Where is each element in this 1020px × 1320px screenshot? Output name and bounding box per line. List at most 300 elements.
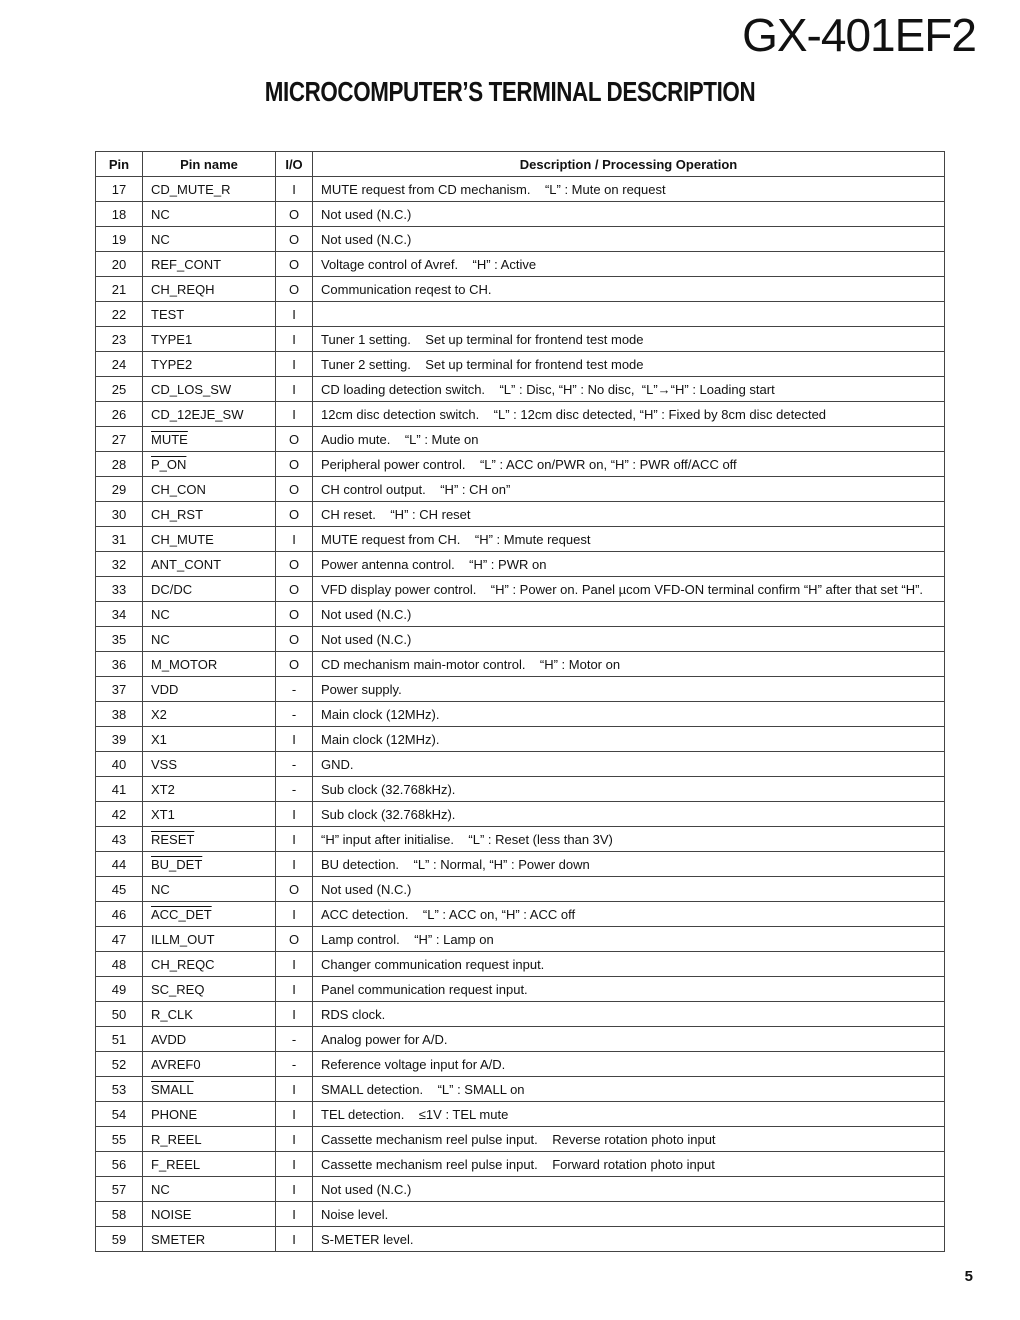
pin-name-cell [143, 627, 276, 652]
pin-name-cell-text: F_REEL [151, 1156, 201, 1172]
io-cell [276, 827, 313, 852]
description-cell-text: VFD display power control. “H” : Power on. Panel µcom VFD-ON terminal confirm “H” after that set “H”. [321, 581, 924, 597]
description-cell-text: BU detection. “L” : Normal, “H” : Power down [321, 856, 590, 872]
pin-name-cell-text: X2 [151, 706, 167, 722]
table-row [96, 1052, 945, 1077]
table-row [96, 652, 945, 677]
pin-name-cell-text: CH_REQH [151, 281, 215, 297]
pin-cell-text: 42 [111, 806, 127, 822]
io-cell-text: - [291, 781, 297, 797]
pin-cell [96, 1052, 143, 1077]
terminal-table [95, 151, 945, 1252]
description-cell [313, 802, 945, 827]
io-cell [276, 202, 313, 227]
pin-name-cell [143, 227, 276, 252]
description-cell [313, 777, 945, 802]
table-row [96, 1152, 945, 1177]
description-cell-text: MUTE request from CH. “H” : Mmute request [321, 531, 591, 547]
description-cell-text: Voltage control of Avref. “H” : Active [321, 256, 537, 272]
table-row [96, 177, 945, 202]
io-cell-text: I [292, 1181, 296, 1197]
table-row [96, 1177, 945, 1202]
pin-cell-text: 48 [111, 956, 127, 972]
io-cell-text: O [288, 231, 300, 247]
pin-cell [96, 1177, 143, 1202]
pin-name-cell [143, 402, 276, 427]
pin-cell-text: 37 [111, 681, 127, 697]
io-cell-text: O [288, 456, 300, 472]
io-cell [276, 1077, 313, 1102]
table-row [96, 952, 945, 977]
io-cell [276, 877, 313, 902]
description-cell [313, 902, 945, 927]
description-cell [313, 552, 945, 577]
io-cell-text: I [292, 981, 296, 997]
pin-cell-text: 33 [111, 581, 127, 597]
pin-cell [96, 627, 143, 652]
description-cell [313, 1102, 945, 1127]
pin-name-cell-text: CD_MUTE_R [151, 181, 231, 197]
pin-cell [96, 452, 143, 477]
table-row [96, 577, 945, 602]
pin-cell-text: 59 [111, 1231, 127, 1247]
description-cell [313, 827, 945, 852]
description-cell-text: CH reset. “H” : CH reset [321, 506, 471, 522]
io-cell [276, 527, 313, 552]
description-cell [313, 727, 945, 752]
pin-name-cell [143, 1202, 276, 1227]
pin-name-cell-text: DC/DC [151, 581, 193, 597]
pin-cell [96, 1202, 143, 1227]
table-header-row [96, 152, 945, 177]
io-cell [276, 652, 313, 677]
pin-name-cell [143, 377, 276, 402]
pin-cell [96, 177, 143, 202]
description-cell-text: Audio mute. “L” : Mute on [321, 431, 479, 447]
description-cell [313, 227, 945, 252]
io-cell-text: O [288, 281, 300, 297]
description-cell-text: Main clock (12MHz). [321, 731, 440, 747]
pin-cell [96, 327, 143, 352]
table-row [96, 1202, 945, 1227]
pin-cell-text: 26 [111, 406, 127, 422]
io-cell-text: - [291, 681, 297, 697]
pin-name-cell-text: PHONE [151, 1106, 198, 1122]
pin-name-cell [143, 452, 276, 477]
pin-name-cell [143, 827, 276, 852]
pin-cell [96, 352, 143, 377]
io-cell-text: O [288, 256, 300, 272]
description-cell-text: S-METER level. [321, 1231, 414, 1247]
description-cell [313, 577, 945, 602]
column-header-io: I/O [276, 152, 313, 177]
pin-name-cell [143, 477, 276, 502]
pin-cell-text: 34 [111, 606, 127, 622]
pin-cell-text: 51 [111, 1031, 127, 1047]
pin-cell-text: 45 [111, 881, 127, 897]
description-cell [313, 977, 945, 1002]
pin-name-cell [143, 1127, 276, 1152]
io-cell [276, 1202, 313, 1227]
io-cell-text: I [292, 381, 296, 397]
pin-name-cell-text: X1 [151, 731, 167, 747]
pin-name-cell-text: NC [151, 206, 170, 222]
io-cell-text: O [288, 481, 300, 497]
pin-name-cell [143, 927, 276, 952]
pin-name-cell-text: REF_CONT [151, 256, 222, 272]
description-cell-text: RDS clock. [321, 1006, 386, 1022]
pin-name-cell-text: M_MOTOR [151, 656, 218, 672]
pin-cell [96, 727, 143, 752]
description-cell-text: “H” input after initialise. “L” : Reset (less than 3V) [321, 831, 613, 847]
pin-name-cell-text: AVDD [151, 1031, 187, 1047]
description-cell [313, 927, 945, 952]
pin-cell [96, 952, 143, 977]
io-cell-text: I [292, 1231, 296, 1247]
description-cell [313, 1177, 945, 1202]
description-cell-text: CD loading detection switch. “L” : Disc, “H” : No disc, “L”→“H” : Loading start [321, 381, 775, 397]
io-cell-text: I [292, 306, 296, 322]
pin-cell [96, 527, 143, 552]
description-cell-text: 12cm disc detection switch. “L” : 12cm disc detected, “H” : Fixed by 8cm disc detected [321, 406, 827, 422]
pin-name-cell-text: TYPE1 [151, 331, 193, 347]
pin-name-cell-text: VDD [151, 681, 179, 697]
pin-cell [96, 1027, 143, 1052]
table-row [96, 902, 945, 927]
table-row [96, 977, 945, 1002]
io-cell-text: I [292, 906, 296, 922]
pin-cell-text: 49 [111, 981, 127, 997]
pin-name-cell-text: XT1 [151, 806, 175, 822]
pin-cell [96, 652, 143, 677]
io-cell [276, 1177, 313, 1202]
description-cell-text: Not used (N.C.) [321, 606, 412, 622]
pin-cell-text: 19 [111, 231, 127, 247]
pin-cell-text: 46 [111, 906, 127, 922]
description-cell [313, 877, 945, 902]
description-cell [313, 1027, 945, 1052]
description-cell-text: Noise level. [321, 1206, 389, 1222]
pin-cell-text: 31 [111, 531, 127, 547]
pin-cell [96, 1002, 143, 1027]
description-cell [313, 402, 945, 427]
description-cell-text: CD mechanism main-motor control. “H” : Motor on [321, 656, 621, 672]
pin-cell-text: 30 [111, 506, 127, 522]
pin-cell [96, 1127, 143, 1152]
pin-name-cell [143, 327, 276, 352]
table-row [96, 252, 945, 277]
table-row [96, 527, 945, 552]
pin-name-cell-text: TYPE2 [151, 356, 193, 372]
io-cell [276, 552, 313, 577]
io-cell-text: I [292, 1156, 296, 1172]
page-number: 5 [964, 1268, 973, 1285]
description-cell-text: TEL detection. ≤1V : TEL mute [321, 1106, 509, 1122]
table-row [96, 477, 945, 502]
pin-cell [96, 227, 143, 252]
description-cell [313, 602, 945, 627]
pin-name-cell [143, 902, 276, 927]
io-cell [276, 1027, 313, 1052]
description-cell [313, 352, 945, 377]
description-cell [313, 852, 945, 877]
pin-name-cell [143, 1102, 276, 1127]
pin-name-cell [143, 777, 276, 802]
io-cell-text: - [291, 706, 297, 722]
pin-name-cell-text: MUTE [151, 431, 188, 447]
table-row [96, 402, 945, 427]
io-cell-text: I [292, 831, 296, 847]
table-row [96, 627, 945, 652]
pin-name-cell [143, 502, 276, 527]
table-row [96, 1077, 945, 1102]
pin-cell-text: 39 [111, 731, 127, 747]
table-row [96, 827, 945, 852]
io-cell-text: I [292, 181, 296, 197]
description-cell [313, 1002, 945, 1027]
io-cell [276, 477, 313, 502]
description-cell [313, 627, 945, 652]
pin-name-cell-text: RESET [151, 831, 195, 847]
description-cell-text: ACC detection. “L” : ACC on, “H” : ACC off [321, 906, 576, 922]
pin-name-cell [143, 677, 276, 702]
io-cell-text: I [292, 1131, 296, 1147]
io-cell-text: I [292, 731, 296, 747]
io-cell [276, 852, 313, 877]
description-cell [313, 1152, 945, 1177]
pin-cell [96, 277, 143, 302]
pin-name-cell-text: ACC_DET [151, 906, 212, 922]
pin-cell [96, 827, 143, 852]
column-header-pin-name: Pin name [143, 152, 276, 177]
table-row [96, 202, 945, 227]
io-cell-text: O [288, 656, 300, 672]
pin-name-cell-text: SMALL [151, 1081, 194, 1097]
pin-cell-text: 35 [111, 631, 127, 647]
description-cell [313, 527, 945, 552]
pin-name-cell-text: SMETER [151, 1231, 206, 1247]
io-cell-text: O [288, 581, 300, 597]
description-cell [313, 177, 945, 202]
pin-cell-text: 50 [111, 1006, 127, 1022]
table-row [96, 802, 945, 827]
pin-cell [96, 777, 143, 802]
io-cell [276, 802, 313, 827]
pin-name-cell [143, 177, 276, 202]
io-cell-text: - [291, 1056, 297, 1072]
pin-name-cell [143, 1027, 276, 1052]
pin-name-cell [143, 252, 276, 277]
pin-name-cell-text: P_ON [151, 456, 187, 472]
io-cell [276, 377, 313, 402]
io-cell-text: - [291, 1031, 297, 1047]
pin-cell-text: 24 [111, 356, 127, 372]
pin-cell-text: 41 [111, 781, 127, 797]
description-cell-text: Tuner 1 setting. Set up terminal for frontend test mode [321, 331, 644, 347]
description-cell-text: Cassette mechanism reel pulse input. Forward rotation photo input [321, 1156, 715, 1172]
table-row [96, 452, 945, 477]
description-cell-text: Reference voltage input for A/D. [321, 1056, 506, 1072]
io-cell [276, 1127, 313, 1152]
pin-name-cell [143, 752, 276, 777]
model-number: GX-401EF2 [742, 9, 976, 61]
pin-cell [96, 502, 143, 527]
pin-name-cell [143, 1177, 276, 1202]
table-row [96, 927, 945, 952]
pin-name-cell [143, 302, 276, 327]
pin-name-cell [143, 602, 276, 627]
pin-name-cell [143, 802, 276, 827]
pin-cell [96, 252, 143, 277]
pin-cell-text: 40 [111, 756, 127, 772]
pin-name-cell [143, 852, 276, 877]
io-cell-text: I [292, 806, 296, 822]
pin-name-cell [143, 202, 276, 227]
io-cell [276, 927, 313, 952]
pin-name-cell [143, 1052, 276, 1077]
pin-cell [96, 902, 143, 927]
io-cell [276, 702, 313, 727]
io-cell [276, 777, 313, 802]
table-row [96, 427, 945, 452]
description-cell [313, 202, 945, 227]
table-row [96, 502, 945, 527]
pin-name-cell [143, 427, 276, 452]
table-row [96, 1102, 945, 1127]
table-row [96, 227, 945, 252]
description-cell-text: Not used (N.C.) [321, 881, 412, 897]
pin-name-cell-text: CH_REQC [151, 956, 215, 972]
pin-name-cell [143, 952, 276, 977]
pin-name-cell-text: CH_MUTE [151, 531, 214, 547]
pin-name-cell-text: NC [151, 1181, 170, 1197]
pin-name-cell [143, 652, 276, 677]
io-cell [276, 1052, 313, 1077]
table-row [96, 677, 945, 702]
io-cell [276, 1152, 313, 1177]
io-cell [276, 427, 313, 452]
pin-cell [96, 602, 143, 627]
io-cell [276, 902, 313, 927]
table-row [96, 302, 945, 327]
io-cell [276, 177, 313, 202]
table-row [96, 277, 945, 302]
pin-cell [96, 1102, 143, 1127]
pin-cell [96, 927, 143, 952]
pin-cell-text: 32 [111, 556, 127, 572]
pin-cell-text: 55 [111, 1131, 127, 1147]
description-cell [313, 752, 945, 777]
pin-cell [96, 677, 143, 702]
io-cell [276, 352, 313, 377]
description-cell [313, 502, 945, 527]
description-cell [313, 702, 945, 727]
description-cell-text: Communication reqest to CH. [321, 281, 492, 297]
pin-cell-text: 25 [111, 381, 127, 397]
description-cell [313, 477, 945, 502]
column-header-description: Description / Processing Operation [313, 152, 945, 177]
io-cell [276, 227, 313, 252]
description-cell-text: Changer communication request input. [321, 956, 545, 972]
pin-name-cell-text: ANT_CONT [151, 556, 222, 572]
table-row [96, 1227, 945, 1252]
pin-cell-text: 36 [111, 656, 127, 672]
table-row [96, 552, 945, 577]
pin-cell [96, 1152, 143, 1177]
io-cell [276, 452, 313, 477]
description-cell [313, 302, 945, 327]
pin-name-cell [143, 1227, 276, 1252]
description-cell-text: Not used (N.C.) [321, 1181, 412, 1197]
pin-name-cell [143, 1002, 276, 1027]
pin-cell [96, 702, 143, 727]
pin-cell [96, 377, 143, 402]
pin-name-cell-text: CH_CON [151, 481, 206, 497]
io-cell-text: O [288, 556, 300, 572]
io-cell [276, 302, 313, 327]
pin-name-cell-text: XT2 [151, 781, 175, 797]
pin-name-cell-text: CD_12EJE_SW [151, 406, 244, 422]
pin-cell [96, 1227, 143, 1252]
description-cell-text: Cassette mechanism reel pulse input. Reverse rotation photo input [321, 1131, 716, 1147]
pin-name-cell-text: NC [151, 631, 170, 647]
table-row [96, 727, 945, 752]
pin-name-cell [143, 277, 276, 302]
pin-cell [96, 752, 143, 777]
description-cell-text: Not used (N.C.) [321, 231, 412, 247]
io-cell-text: I [292, 331, 296, 347]
table-row [96, 752, 945, 777]
pin-name-cell [143, 1152, 276, 1177]
table-row [96, 1027, 945, 1052]
io-cell [276, 1102, 313, 1127]
table-row [96, 877, 945, 902]
description-cell [313, 1202, 945, 1227]
description-cell-text: Tuner 2 setting. Set up terminal for frontend test mode [321, 356, 644, 372]
pin-cell [96, 302, 143, 327]
table-row [96, 702, 945, 727]
io-cell-text: I [292, 856, 296, 872]
pin-cell [96, 802, 143, 827]
pin-cell-text: 58 [111, 1206, 127, 1222]
io-cell [276, 752, 313, 777]
io-cell [276, 977, 313, 1002]
table-row [96, 777, 945, 802]
pin-name-cell [143, 977, 276, 1002]
pin-cell-text: 52 [111, 1056, 127, 1072]
io-cell-text: O [288, 631, 300, 647]
pin-cell-text: 17 [111, 181, 127, 197]
description-cell [313, 1077, 945, 1102]
description-cell [313, 1052, 945, 1077]
io-cell [276, 952, 313, 977]
table-row [96, 377, 945, 402]
description-cell [313, 652, 945, 677]
pin-cell-text: 47 [111, 931, 127, 947]
pin-cell-text: 20 [111, 256, 127, 272]
pin-name-cell-text: R_REEL [151, 1131, 202, 1147]
io-cell [276, 627, 313, 652]
description-cell [313, 677, 945, 702]
io-cell-text: I [292, 1206, 296, 1222]
description-cell-text: Panel communication request input. [321, 981, 528, 997]
table-row [96, 327, 945, 352]
description-cell-text: Peripheral power control. “L” : ACC on/PWR on, “H” : PWR off/ACC off [321, 456, 737, 472]
pin-name-cell-text: CH_RST [151, 506, 204, 522]
table-row [96, 602, 945, 627]
pin-cell-text: 38 [111, 706, 127, 722]
pin-cell-text: 22 [111, 306, 127, 322]
